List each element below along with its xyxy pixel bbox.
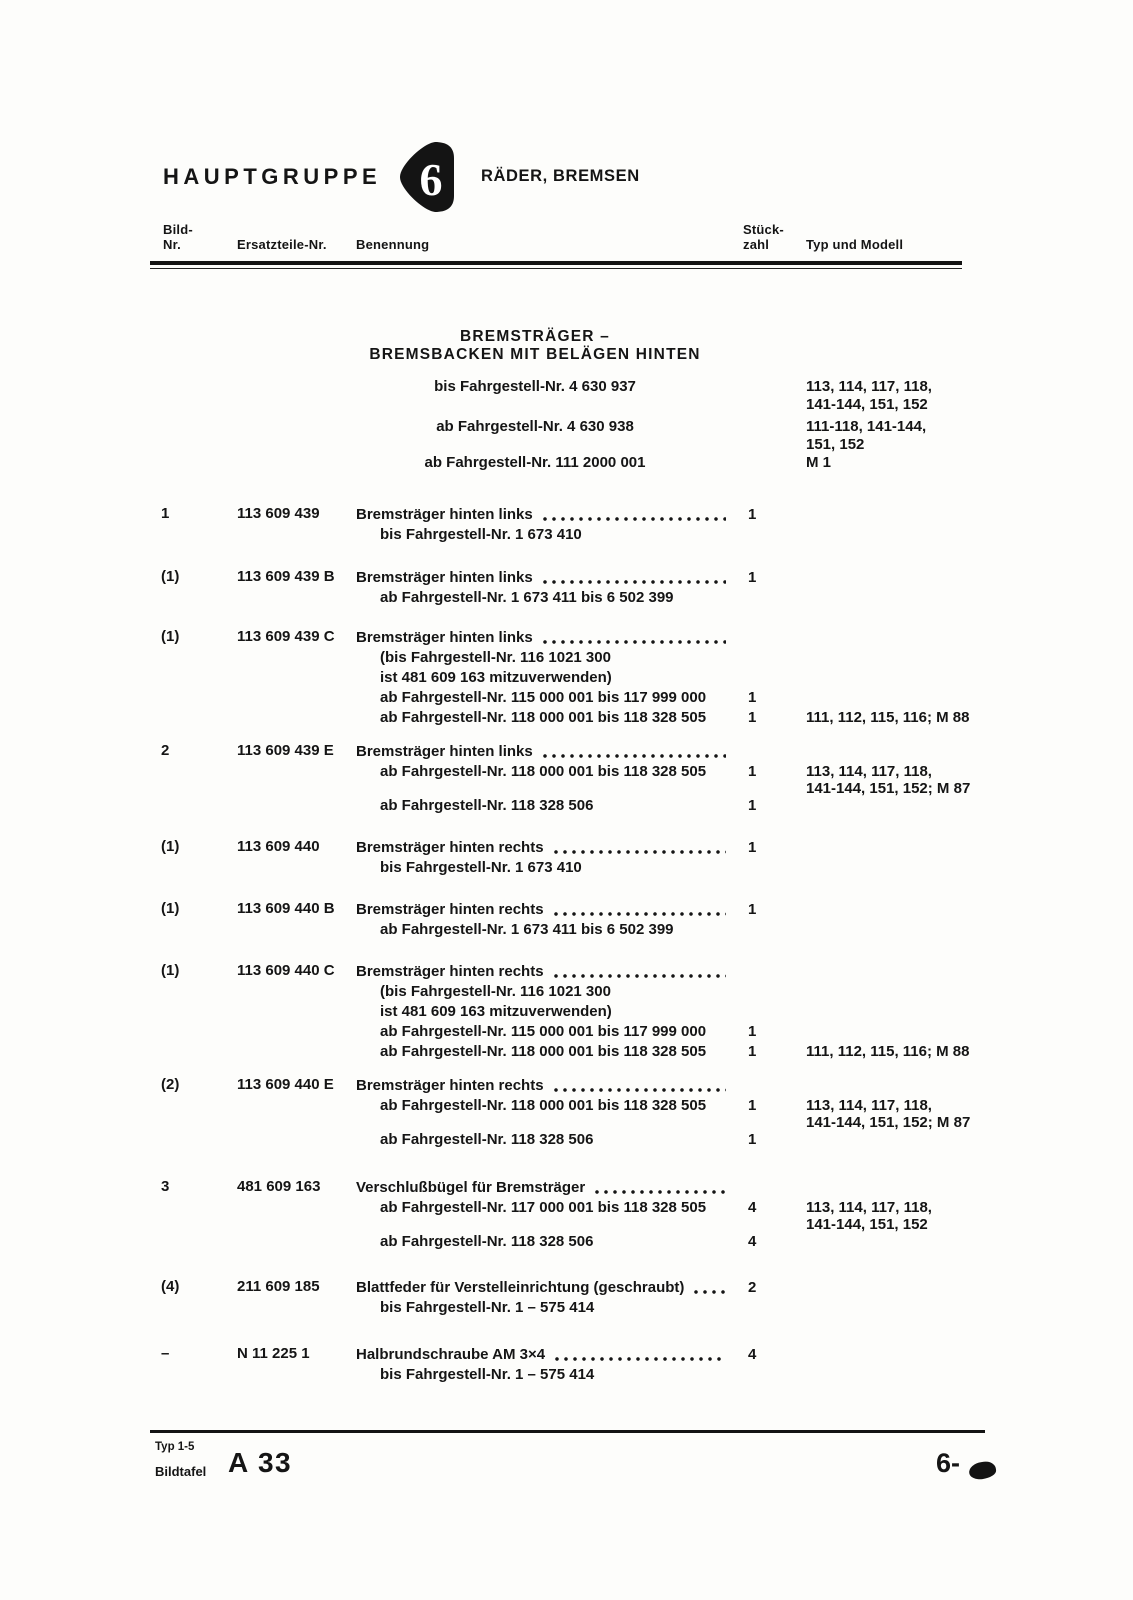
- bild-nr: (1): [161, 568, 180, 585]
- line-text: Bremsträger hinten links: [356, 506, 533, 523]
- part-number: 113 609 440 C: [237, 962, 335, 979]
- benennung-line: [356, 900, 757, 920]
- benennung-line: [356, 1076, 730, 1096]
- benennung-line: [356, 708, 970, 728]
- line-text: ab Fahrgestell-Nr. 118 000 001 bis 118 328 505: [380, 709, 707, 726]
- benennung-line: [356, 1278, 757, 1298]
- line-text: Bremsträger hinten links: [356, 569, 533, 586]
- benennung-block: [356, 838, 757, 878]
- bild-nr: 2: [161, 742, 170, 759]
- typ-modell: [806, 763, 1006, 797]
- bild-nr: (1): [161, 838, 180, 855]
- dot-leader-icon: [543, 754, 726, 758]
- benennung-line: [356, 1178, 730, 1198]
- benennung-line: [356, 588, 730, 608]
- dot-leader-icon: [554, 974, 726, 978]
- benennung-line: [356, 688, 757, 708]
- typ-modell-line: 141-144, 151, 152; M 87: [806, 1114, 971, 1131]
- benennung-line: [356, 1345, 757, 1365]
- table-row: [163, 962, 1063, 1062]
- benennung-line: [356, 920, 730, 940]
- dot-leader-icon: [543, 640, 726, 644]
- line-text: Verschlußbügel für Bremsträger: [356, 1179, 586, 1196]
- group-number-badge: [398, 141, 458, 213]
- group-number: 6: [419, 154, 443, 205]
- table-row: [163, 628, 1063, 728]
- footer-plate-number: A 33: [228, 1447, 293, 1478]
- quantity: 1: [748, 797, 757, 814]
- line-text: ab Fahrgestell-Nr. 118 328 506: [380, 1131, 594, 1148]
- typ-modell: [806, 1043, 1006, 1060]
- header-rule-thin: [150, 268, 962, 269]
- dot-leader-icon: [554, 912, 726, 916]
- line-text: Bremsträger hinten links: [356, 743, 533, 760]
- benennung-line: [356, 1042, 970, 1062]
- bild-nr: (1): [161, 962, 180, 979]
- ink-smudge: [968, 1460, 997, 1481]
- part-number: N 11 225 1: [237, 1345, 310, 1362]
- typ-modell-line: 111, 112, 115, 116; M 88: [806, 1043, 970, 1060]
- quantity: 1: [748, 1131, 757, 1148]
- dot-leader-icon: [555, 1357, 726, 1361]
- benennung-block: [356, 900, 757, 940]
- line-text: ab Fahrgestell-Nr. 115 000 001 bis 117 999 000: [380, 1023, 707, 1040]
- column-header-benennung: Benennung: [356, 237, 430, 252]
- bild-nr: (1): [161, 900, 180, 917]
- line-text: Halbrundschraube AM 3×4: [356, 1346, 546, 1363]
- typ-modell-line: 113, 114, 117, 118,: [806, 378, 932, 395]
- line-text: ab Fahrgestell-Nr. 115 000 001 bis 117 999 000: [380, 689, 707, 706]
- table-row: [163, 900, 1063, 940]
- footer-bildtafel-label: Bildtafel: [155, 1464, 207, 1479]
- line-text: ist 481 609 163 mitzuverwenden): [380, 1003, 612, 1020]
- quantity: 1: [748, 689, 757, 706]
- benennung-block: [356, 742, 971, 816]
- typ-modell-line: 111, 112, 115, 116; M 88: [806, 709, 970, 726]
- part-number: 113 609 440 E: [237, 1076, 334, 1093]
- line-text: bis Fahrgestell-Nr. 1 – 575 414: [380, 1299, 595, 1316]
- part-number: 113 609 439 B: [237, 568, 335, 585]
- benennung-line: [356, 628, 730, 648]
- line-text: Bremsträger hinten rechts: [356, 839, 544, 856]
- benennung-line: [356, 648, 730, 668]
- dot-leader-icon: [595, 1190, 726, 1194]
- table-row: [163, 1345, 1063, 1385]
- applicability-typ: [806, 454, 1001, 472]
- table-row: [163, 1076, 1063, 1150]
- section-title: [335, 328, 735, 363]
- line-text: ab Fahrgestell-Nr. 118 328 506: [380, 797, 594, 814]
- benennung-line: [356, 568, 757, 588]
- bild-nr: (2): [161, 1076, 180, 1093]
- benennung-block: [356, 505, 757, 545]
- benennung-block: [356, 1345, 757, 1385]
- dot-leader-icon: [694, 1290, 726, 1294]
- part-number: 211 609 185: [237, 1278, 320, 1295]
- table-row: [163, 1278, 1063, 1318]
- typ-modell-line: 113, 114, 117, 118,: [806, 763, 932, 780]
- typ-modell-line: 141-144, 151, 152; M 87: [806, 780, 971, 797]
- quantity: 1: [748, 709, 757, 726]
- typ-modell-line: 113, 114, 117, 118,: [806, 1199, 932, 1216]
- typ-modell: [806, 709, 1006, 726]
- benennung-line: [356, 1130, 757, 1150]
- bild-nr: 3: [161, 1178, 170, 1195]
- quantity: 4: [748, 1346, 757, 1363]
- benennung-block: [356, 1178, 932, 1252]
- part-number: 113 609 439 E: [237, 742, 334, 759]
- quantity: 1: [748, 763, 757, 780]
- benennung-line: [356, 742, 730, 762]
- quantity: 1: [748, 506, 757, 523]
- line-text: (bis Fahrgestell-Nr. 116 1021 300: [380, 983, 611, 1000]
- quantity: 1: [748, 569, 757, 586]
- section-title-line1: BREMSTRÄGER –: [460, 328, 610, 345]
- part-number: 113 609 440: [237, 838, 320, 855]
- applicability-row: [163, 454, 1043, 490]
- quantity: 1: [748, 1023, 757, 1040]
- benennung-line: [356, 1298, 730, 1318]
- bild-nr: (4): [161, 1278, 180, 1295]
- line-text: ab Fahrgestell-Nr. 118 000 001 bis 118 328 505: [380, 763, 707, 780]
- benennung-line: [356, 505, 757, 525]
- table-row: [163, 1178, 1063, 1252]
- section-title-line2: BREMSBACKEN MIT BELÄGEN HINTEN: [369, 345, 701, 363]
- benennung-line: [356, 796, 757, 816]
- quantity: 1: [748, 1097, 757, 1114]
- benennung-block: [356, 568, 757, 608]
- line-text: ab Fahrgestell-Nr. 118 000 001 bis 118 328 505: [380, 1043, 707, 1060]
- line-text: bis Fahrgestell-Nr. 1 673 410: [380, 859, 582, 876]
- benennung-line: [356, 525, 730, 545]
- benennung-line: [356, 982, 730, 1002]
- benennung-line: [356, 1232, 757, 1252]
- badge-shape-icon: [398, 141, 458, 213]
- quantity: 4: [748, 1233, 757, 1250]
- group-title: RÄDER, BREMSEN: [481, 167, 640, 185]
- typ-modell-line: 151, 152: [806, 435, 865, 453]
- table-row: [163, 568, 1063, 608]
- quantity: 1: [748, 901, 757, 918]
- line-text: ist 481 609 163 mitzuverwenden): [380, 669, 612, 686]
- line-text: (bis Fahrgestell-Nr. 116 1021 300: [380, 649, 611, 666]
- typ-modell-line: M 1: [806, 454, 832, 471]
- benennung-line: [356, 1002, 730, 1022]
- line-text: ab Fahrgestell-Nr. 118 328 506: [380, 1233, 594, 1250]
- footer-rule: [150, 1430, 985, 1433]
- applicability-text: ab Fahrgestell-Nr. 4 630 938: [436, 418, 634, 435]
- column-header-bild-nr: Bild- Nr.: [163, 222, 193, 252]
- benennung-block: [356, 962, 970, 1062]
- part-number: 113 609 440 B: [237, 900, 335, 917]
- column-header-typ-und-modell: Typ und Modell: [806, 237, 904, 252]
- column-header-ersatzteile-nr: Ersatzteile-Nr.: [237, 237, 327, 252]
- dot-leader-icon: [543, 580, 726, 584]
- line-text: Bremsträger hinten links: [356, 629, 533, 646]
- benennung-line: [356, 1022, 757, 1042]
- header-rule-thick: [150, 261, 962, 265]
- line-text: Bremsträger hinten rechts: [356, 901, 544, 918]
- typ-modell-line: 113, 114, 117, 118,: [806, 1097, 932, 1114]
- bild-nr: (1): [161, 628, 180, 645]
- hauptgruppe-label: HAUPTGRUPPE: [163, 164, 382, 189]
- dot-leader-icon: [554, 1088, 726, 1092]
- dot-leader-icon: [554, 850, 726, 854]
- line-text: ab Fahrgestell-Nr. 1 673 411 bis 6 502 399: [380, 589, 674, 606]
- bild-nr: –: [161, 1345, 170, 1362]
- benennung-block: [356, 628, 970, 728]
- typ-modell-line: 111-118, 141-144,: [806, 418, 927, 435]
- table-row: [163, 742, 1063, 816]
- benennung-block: [356, 1076, 971, 1150]
- benennung-line: [356, 762, 971, 797]
- benennung-line: [356, 668, 730, 688]
- benennung-line: [356, 1365, 730, 1385]
- line-text: bis Fahrgestell-Nr. 1 – 575 414: [380, 1366, 595, 1383]
- line-text: Blattfeder für Verstelleinrichtung (geschraubt): [356, 1279, 685, 1296]
- applicability-row: [163, 378, 1043, 414]
- typ-modell-line: 141-144, 151, 152: [806, 1216, 928, 1233]
- quantity: 1: [748, 1043, 757, 1060]
- column-header-stueckzahl: Stück- zahl: [743, 222, 784, 252]
- footer-page-number: 6-: [936, 1448, 961, 1478]
- footer-typ-range: Typ 1-5: [155, 1441, 195, 1453]
- part-number: 113 609 439: [237, 505, 320, 522]
- benennung-line: [356, 962, 730, 982]
- applicability-typ: [806, 418, 1001, 453]
- quantity: 2: [748, 1279, 757, 1296]
- table-row: [163, 838, 1063, 878]
- typ-modell-line: 141-144, 151, 152: [806, 395, 928, 413]
- typ-modell: [806, 1097, 1006, 1131]
- line-text: ab Fahrgestell-Nr. 118 000 001 bis 118 328 505: [380, 1097, 707, 1114]
- table-row: [163, 505, 1063, 545]
- quantity: 1: [748, 839, 757, 856]
- benennung-line: [356, 1096, 971, 1131]
- typ-modell: [806, 1199, 1006, 1233]
- benennung-line: [356, 858, 730, 878]
- line-text: bis Fahrgestell-Nr. 1 673 410: [380, 526, 582, 543]
- applicability-typ: [806, 378, 1001, 413]
- line-text: ab Fahrgestell-Nr. 1 673 411 bis 6 502 399: [380, 921, 674, 938]
- benennung-line: [356, 1198, 932, 1233]
- line-text: ab Fahrgestell-Nr. 117 000 001 bis 118 328 505: [380, 1199, 707, 1216]
- part-number: 113 609 439 C: [237, 628, 335, 645]
- applicability-text: ab Fahrgestell-Nr. 111 2000 001: [424, 454, 646, 471]
- line-text: Bremsträger hinten rechts: [356, 963, 544, 980]
- benennung-line: [356, 838, 757, 858]
- quantity: 4: [748, 1199, 757, 1216]
- applicability-text: bis Fahrgestell-Nr. 4 630 937: [434, 378, 636, 395]
- line-text: Bremsträger hinten rechts: [356, 1077, 544, 1094]
- benennung-block: [356, 1278, 757, 1318]
- part-number: 481 609 163: [237, 1178, 321, 1195]
- bild-nr: 1: [161, 505, 170, 522]
- dot-leader-icon: [543, 517, 726, 521]
- applicability-row: [163, 418, 1043, 454]
